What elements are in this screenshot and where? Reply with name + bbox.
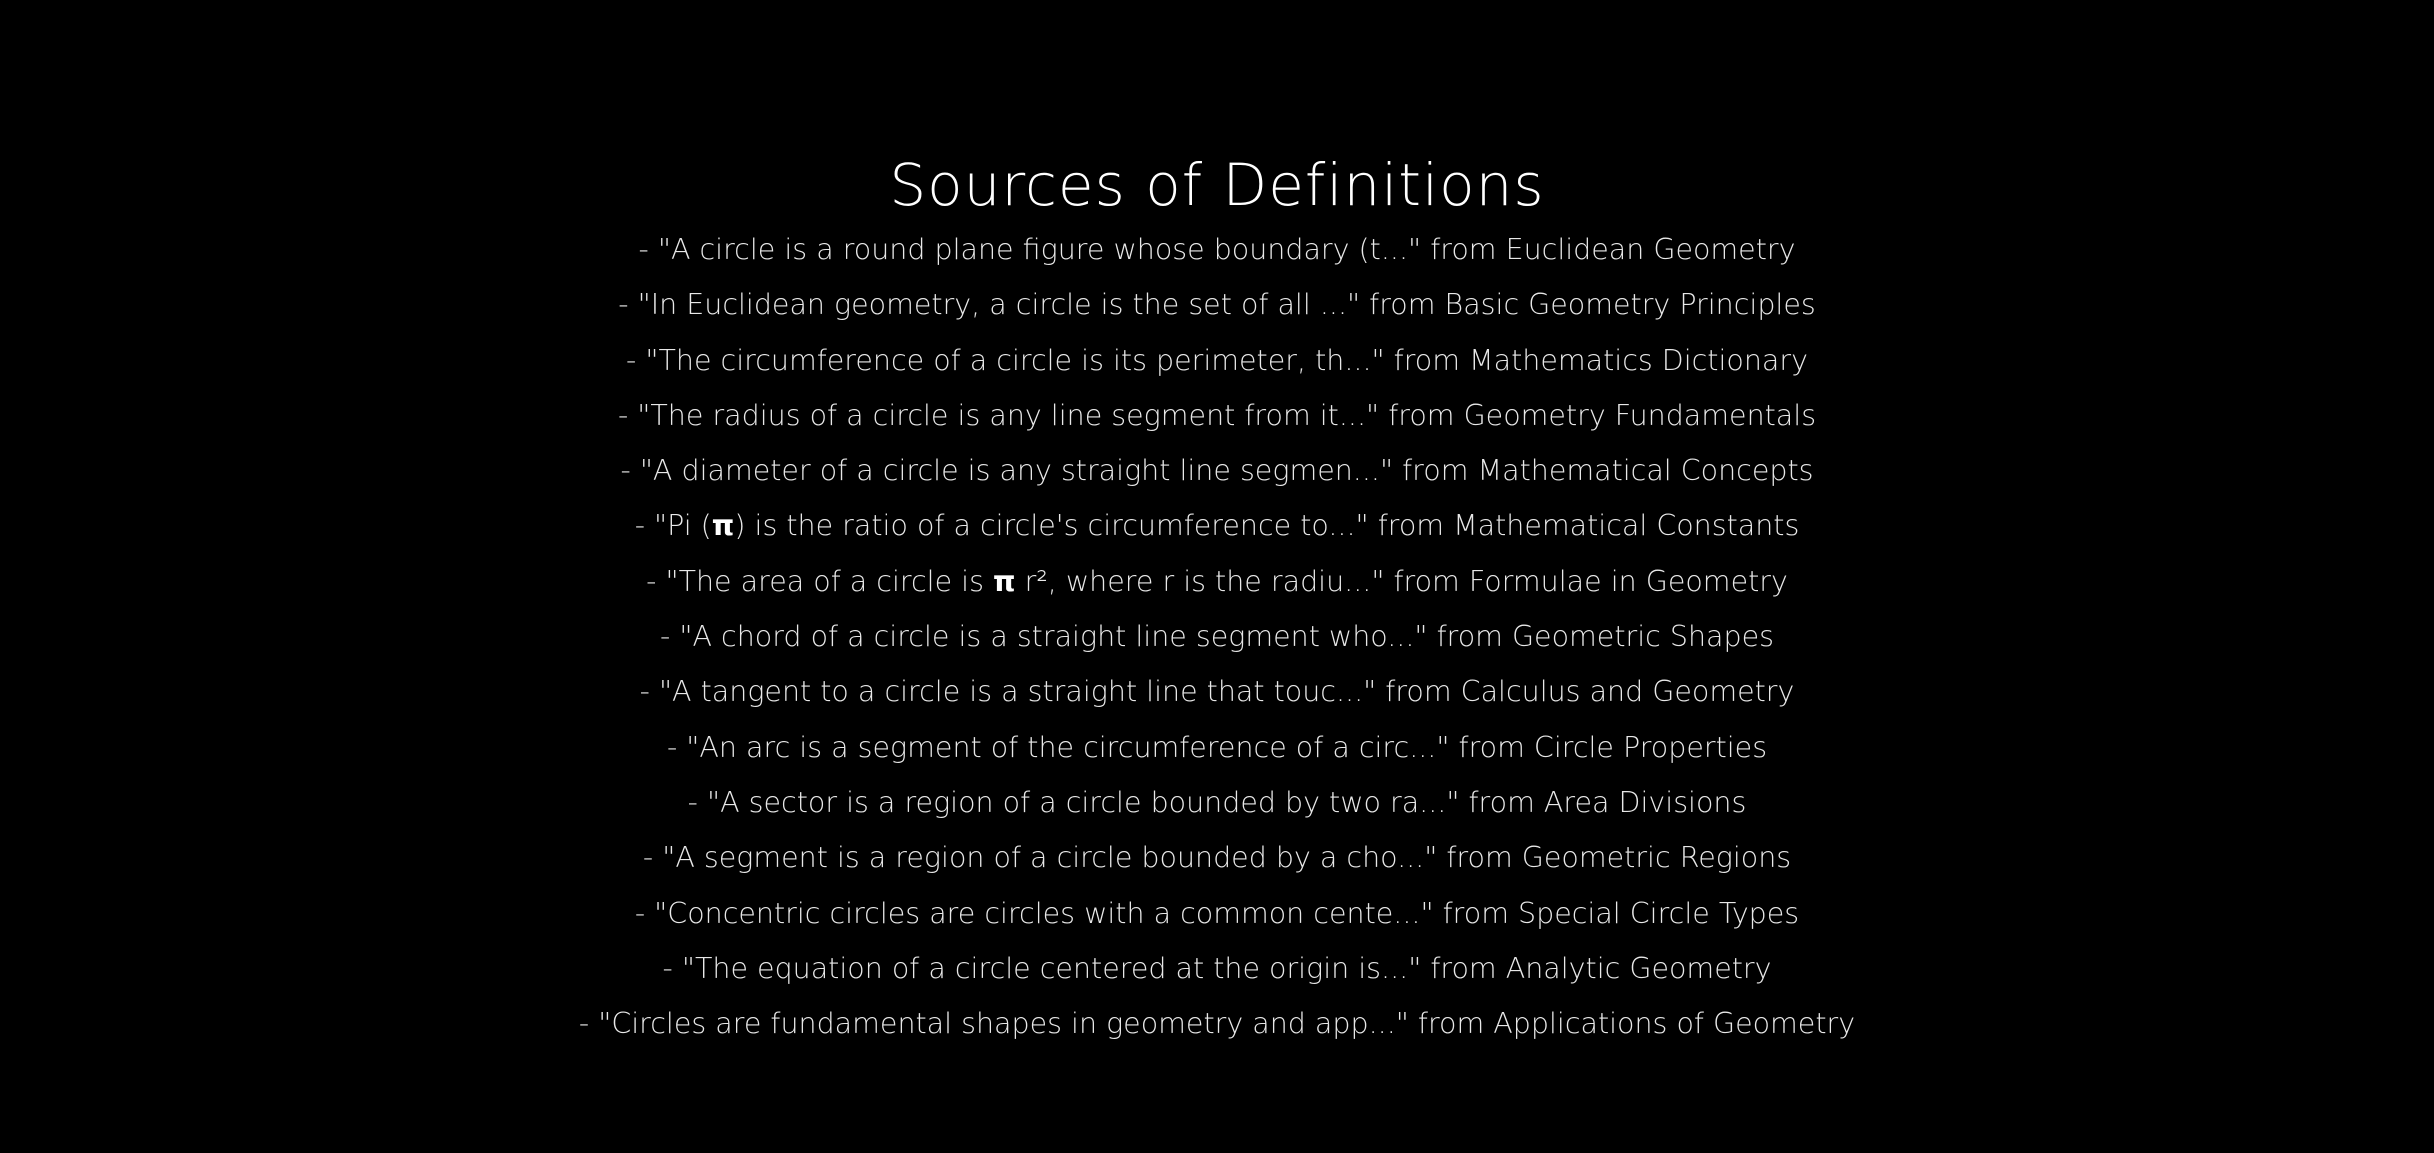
source-item: - "A diameter of a circle is any straight line segmen..." from Mathematical Concepts (620, 454, 1814, 488)
source-item: - "The radius of a circle is any line segment from it..." from Geometry Fundamentals (617, 398, 1817, 432)
page-title: Sources of Definitions (889, 150, 1545, 219)
source-item: - "Circles are fundamental shapes in geometry and app..." from Applications of Geometry (578, 1007, 1856, 1041)
source-item: - "The equation of a circle centered at the origin is..." from Analytic Geometry (662, 951, 1772, 985)
source-item: - "A chord of a circle is a straight line segment who..." from Geometric Shapes (660, 620, 1774, 654)
sources-list (0, 222, 2434, 1051)
source-item: - "In Euclidean geometry, a circle is the set of all ..." from Basic Geometry Principles (618, 288, 1816, 322)
source-item: - "A tangent to a circle is a straight line that touc..." from Calculus and Geometry (639, 675, 1795, 709)
source-item: - "The area of a circle is π r², where r is the radiu..." from Formulae in Geometry (646, 564, 1788, 598)
source-item: - "A segment is a region of a circle bounded by a cho..." from Geometric Regions (642, 841, 1792, 875)
source-item: - "A circle is a round plane figure whose boundary (t..." from Euclidean Geometry (638, 233, 1796, 266)
source-item: - "Concentric circles are circles with a common cente..." from Special Circle Types (634, 896, 1800, 930)
source-item: - "The circumference of a circle is its perimeter, th..." from Mathematics Dictionary (626, 343, 1808, 377)
source-item: - "A sector is a region of a circle bounded by two ra..." from Area Divisions (687, 785, 1747, 819)
source-item: - "Pi (π) is the ratio of a circle's circumference to..." from Mathematical Constants (634, 509, 1800, 543)
source-item: - "An arc is a segment of the circumference of a circ..." from Circle Properties (666, 730, 1768, 764)
